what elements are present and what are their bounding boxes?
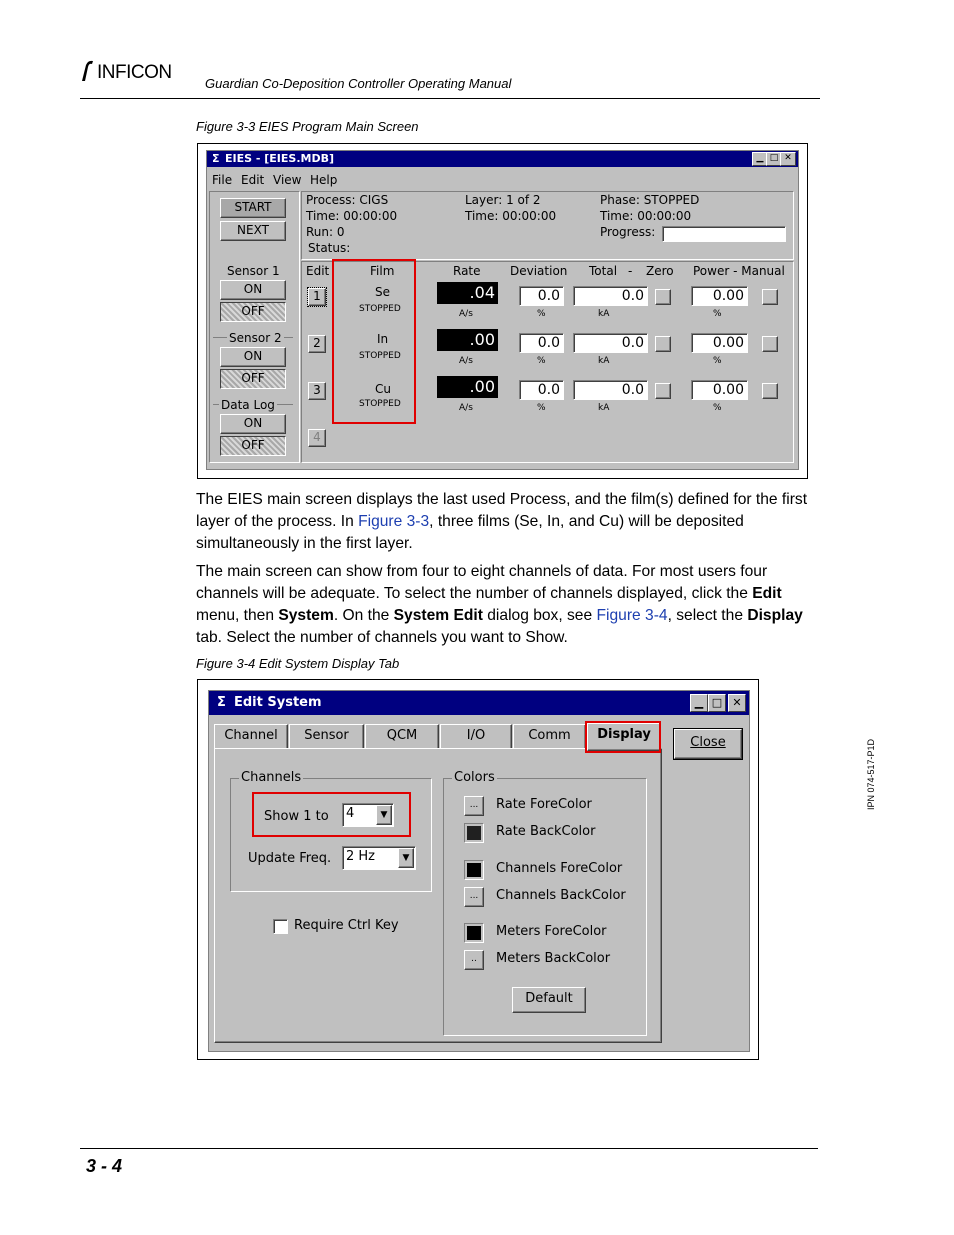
- deviation-unit: %: [537, 403, 546, 413]
- color-label: Channels ForeColor: [496, 861, 623, 876]
- p2-text-c: . On the: [333, 607, 394, 624]
- rate-unit: A/s: [459, 403, 473, 413]
- datalog-off-button[interactable]: OFF: [220, 436, 286, 456]
- rate-unit: A/s: [459, 309, 473, 319]
- p2-text-f: tab. Select the number of channels you want to Show.: [196, 629, 568, 646]
- close-button[interactable]: ✕: [780, 152, 796, 166]
- footer-rule: [80, 1148, 818, 1149]
- figure-3-4-frame: [197, 679, 759, 1060]
- progress-bar: [662, 226, 786, 242]
- total-value: 0.0: [573, 333, 648, 353]
- col-film: Film: [370, 264, 395, 278]
- require-ctrl-checkbox[interactable]: [273, 919, 288, 934]
- minimize-button[interactable]: ▁: [752, 152, 768, 166]
- phase-text: Phase: STOPPED: [600, 193, 700, 207]
- update-select-value: 2 Hz: [346, 849, 376, 864]
- maximize-button[interactable]: □: [708, 694, 726, 712]
- deviation-unit: %: [537, 356, 546, 366]
- progress-label: Progress:: [600, 225, 656, 239]
- power-value: 0.00: [691, 333, 748, 353]
- datalog-on-button[interactable]: ON: [220, 414, 286, 434]
- paragraph-1: [196, 489, 816, 555]
- datalog-label: Data Log: [221, 398, 275, 412]
- zero-checkbox[interactable]: [655, 289, 671, 305]
- update-freq-label: Update Freq.: [248, 851, 332, 866]
- time3-text: Time: 00:00:00: [600, 209, 692, 223]
- run-text: Run: 0: [306, 225, 345, 239]
- edit-system-titlebar: [209, 691, 749, 715]
- p2-text-e: , select the: [667, 607, 748, 624]
- channels-backcolor-picker[interactable]: ...: [464, 887, 484, 907]
- inficon-logo-icon: [80, 60, 94, 82]
- edit-system-window: [208, 690, 750, 1052]
- sigma-icon: Σ: [212, 152, 220, 165]
- color-label: Rate ForeColor: [496, 797, 592, 812]
- tab-channel[interactable]: Channel: [214, 724, 288, 750]
- start-button[interactable]: START: [220, 198, 286, 218]
- rate-forecolor-picker[interactable]: ...: [464, 796, 484, 816]
- power-unit: %: [713, 356, 722, 366]
- maximize-button[interactable]: □: [766, 152, 782, 166]
- col-rate: Rate: [453, 264, 481, 278]
- col-zero: Zero: [646, 264, 674, 278]
- meters-backcolor-picker[interactable]: ..: [464, 950, 484, 970]
- close-button[interactable]: Close: [674, 729, 742, 759]
- meters-forecolor-picker[interactable]: [464, 923, 484, 943]
- sensor2-label: Sensor 2: [229, 331, 282, 345]
- tab-comm[interactable]: Comm: [513, 724, 586, 750]
- manual-checkbox[interactable]: [762, 336, 778, 352]
- total-unit: kA: [598, 356, 610, 366]
- zero-checkbox[interactable]: [655, 383, 671, 399]
- p2-display-bold: Display: [747, 607, 803, 624]
- figure-3-4-link[interactable]: Figure 3-4: [596, 607, 668, 624]
- color-label: Channels BackColor: [496, 888, 626, 903]
- eies-window: [206, 150, 799, 470]
- colors-group-label: Colors: [454, 770, 495, 785]
- p2-text-a: The main screen can show from four to eight channels of data. For most users four channels will be adequate. To select the number of channels displayed, click the: [196, 563, 768, 602]
- edit-channel-3-button[interactable]: 3: [308, 382, 326, 400]
- header-rule: [80, 98, 820, 99]
- sensor1-off-button[interactable]: OFF: [220, 302, 286, 322]
- sensor1-label: Sensor 1: [227, 264, 280, 278]
- paragraph-2: [196, 561, 816, 649]
- power-value: 0.00: [691, 380, 748, 400]
- p2-text-b: menu, then: [196, 607, 279, 624]
- tab-io[interactable]: I/O: [440, 724, 512, 750]
- rate-unit: A/s: [459, 356, 473, 366]
- p1-text-b: , three films (Se, In, and Cu) will be deposited simultaneously in the first layer.: [196, 513, 744, 552]
- next-button[interactable]: NEXT: [220, 221, 286, 241]
- display-tab-highlight: [585, 721, 661, 753]
- time1-text: Time: 00:00:00: [306, 209, 398, 223]
- film-name: Cu: [375, 382, 391, 396]
- minimize-button[interactable]: ▁: [690, 694, 708, 712]
- update-freq-select[interactable]: [342, 846, 416, 870]
- col-power-manual: Power - Manual: [693, 264, 785, 278]
- rate-display: .04: [437, 282, 498, 304]
- menu-view[interactable]: View: [273, 173, 302, 187]
- total-value: 0.0: [573, 380, 648, 400]
- edit-system-title: Edit System: [234, 695, 322, 710]
- figure-3-3-link[interactable]: Figure 3-3: [358, 513, 430, 530]
- rate-display: .00: [437, 329, 498, 351]
- col-total: Total: [589, 264, 618, 278]
- show-select-value: 4: [346, 806, 355, 821]
- layer-text: Layer: 1 of 2: [465, 193, 541, 207]
- edit-channel-4-button[interactable]: 4: [308, 429, 326, 447]
- color-swatch: [467, 863, 481, 877]
- eies-titlebar: [207, 151, 798, 167]
- power-unit: %: [713, 403, 722, 413]
- film-column-highlight: [332, 259, 416, 424]
- channels-group-label: Channels: [241, 770, 302, 785]
- rate-display: .00: [437, 376, 498, 398]
- film-state: STOPPED: [359, 351, 401, 361]
- film-state: STOPPED: [359, 304, 401, 314]
- manual-checkbox[interactable]: [762, 383, 778, 399]
- total-unit: kA: [598, 309, 610, 319]
- total-value: 0.0: [573, 286, 648, 306]
- film-name: In: [377, 332, 389, 346]
- menu-edit[interactable]: Edit: [241, 173, 265, 187]
- color-label: Rate BackColor: [496, 824, 596, 839]
- close-window-button[interactable]: ✕: [728, 694, 746, 712]
- color-label: Meters ForeColor: [496, 924, 607, 939]
- power-value: 0.00: [691, 286, 748, 306]
- color-swatch: [467, 826, 481, 840]
- ipn-code: IPN 074-517-P1D: [866, 738, 876, 810]
- p1-text-a: The EIES main screen displays the last used Process, and the film(s) defined for the first layer of the process. In: [196, 491, 808, 530]
- power-unit: %: [713, 309, 722, 319]
- zero-checkbox[interactable]: [655, 336, 671, 352]
- deviation-value: 0.0: [519, 380, 564, 400]
- status-text: Status:: [308, 241, 351, 255]
- edit-channel-1-button[interactable]: 1: [308, 288, 326, 306]
- deviation-unit: %: [537, 309, 546, 319]
- film-state: STOPPED: [359, 399, 401, 409]
- manual-title: Guardian Co-Deposition Controller Operating Manual: [205, 76, 512, 91]
- sigma-icon: Σ: [217, 695, 226, 710]
- deviation-value: 0.0: [519, 333, 564, 353]
- sensor2-on-button[interactable]: ON: [220, 347, 286, 367]
- p2-edit-bold: Edit: [752, 585, 782, 602]
- figure-3-4-caption: Figure 3-4 Edit System Display Tab: [196, 656, 400, 671]
- tab-display[interactable]: Display: [587, 723, 661, 751]
- tab-sensor[interactable]: Sensor: [289, 724, 364, 750]
- col-dash: -: [628, 264, 633, 278]
- tab-qcm[interactable]: QCM: [365, 724, 439, 750]
- color-label: Meters BackColor: [496, 951, 611, 966]
- deviation-value: 0.0: [519, 286, 564, 306]
- sensor1-on-button[interactable]: ON: [220, 280, 286, 300]
- logo-text: INFICON: [97, 62, 172, 83]
- show-channels-highlight: [252, 792, 411, 837]
- default-button[interactable]: Default: [512, 987, 586, 1013]
- figure-3-3-frame: [197, 143, 808, 479]
- show-label: Show 1 to: [264, 809, 329, 824]
- process-text: Process: CIGS: [306, 193, 389, 207]
- menu-file[interactable]: File: [212, 173, 233, 187]
- menu-help[interactable]: Help: [310, 173, 338, 187]
- col-deviation: Deviation: [510, 264, 568, 278]
- total-unit: kA: [598, 403, 610, 413]
- chevron-down-icon[interactable]: ▼: [376, 805, 392, 825]
- inficon-logo: [80, 60, 172, 84]
- figure-3-3-caption: Figure 3-3 EIES Program Main Screen: [196, 119, 419, 134]
- color-swatch: [467, 926, 481, 940]
- sensor2-off-button[interactable]: OFF: [220, 369, 286, 389]
- time2-text: Time: 00:00:00: [465, 209, 557, 223]
- chevron-down-icon[interactable]: ▼: [398, 848, 414, 868]
- eies-window-title: EIES - [EIES.MDB]: [225, 152, 335, 165]
- edit-channel-2-button[interactable]: 2: [308, 335, 326, 353]
- col-edit: Edit: [306, 264, 330, 278]
- page-number: 3 - 4: [86, 1156, 123, 1176]
- rate-backcolor-picker[interactable]: [464, 823, 484, 843]
- require-ctrl-label: Require Ctrl Key: [294, 918, 399, 933]
- channels-forecolor-picker[interactable]: [464, 860, 484, 880]
- p2-system-edit-bold: System Edit: [393, 607, 483, 624]
- p2-system-bold: System: [278, 607, 334, 624]
- film-name: Se: [375, 285, 390, 299]
- p2-text-d: dialog box, see: [482, 607, 597, 624]
- manual-checkbox[interactable]: [762, 289, 778, 305]
